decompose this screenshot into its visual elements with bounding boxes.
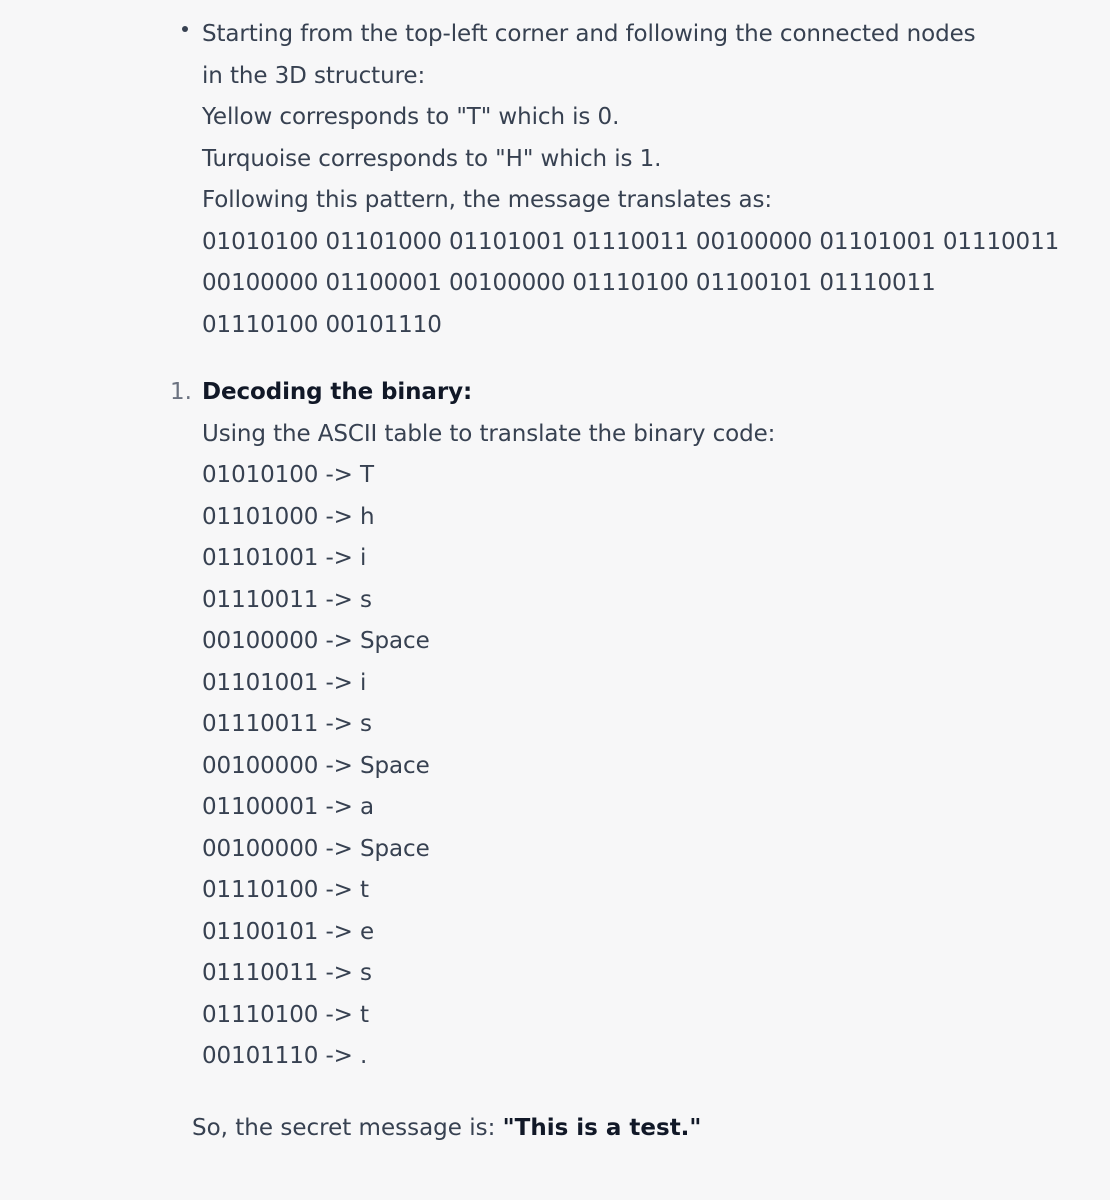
binary-line: 01010100 01101000 01101001 01110011 00100000 01101001 01110011: [202, 228, 1060, 255]
conclusion-paragraph: [192, 1108, 701, 1150]
step-heading: Decoding the binary:: [202, 379, 473, 405]
mapping-line: 01110011 -> s: [202, 711, 372, 737]
secret-message: "This is a test.": [502, 1115, 702, 1141]
mapping-line: 01110011 -> s: [202, 960, 372, 986]
mapping-line: 01110100 -> t: [202, 877, 369, 903]
mapping-line: 01010100 -> T: [202, 462, 375, 488]
text-line: Following this pattern, the message translates as:: [202, 187, 773, 213]
binary-line: 00100000 01100001 00100000 01110100 01100101 01110011: [202, 270, 936, 296]
text-line: in the 3D structure:: [202, 62, 426, 89]
bullet-item: [202, 14, 1060, 346]
mapping-line: 01101001 -> i: [202, 545, 367, 571]
mapping-line: 00100000 -> Space: [202, 752, 430, 779]
mapping-line: 01110100 -> t: [202, 1001, 369, 1028]
mapping-line: 00101110 -> .: [202, 1043, 368, 1069]
mapping-line: 01101001 -> i: [202, 669, 367, 696]
mapping-line: 01110011 -> s: [202, 586, 372, 613]
binary-line: 01110100 00101110: [202, 311, 442, 338]
ordered-list-item: [202, 372, 942, 1078]
mapping-line: 00100000 -> Space: [202, 835, 430, 862]
mapping-line: 01100101 -> e: [202, 918, 375, 945]
list-number: 1.: [170, 379, 192, 405]
step-intro: Using the ASCII table to translate the binary code:: [202, 420, 776, 447]
mapping-line: 01100001 -> a: [202, 794, 375, 820]
text-line: Turquoise corresponds to "H" which is 1.: [202, 145, 662, 172]
text-line: Yellow corresponds to "T" which is 0.: [202, 104, 620, 130]
mapping-line: 00100000 -> Space: [202, 628, 430, 654]
text-line: Starting from the top-left corner and following the connected nodes: [202, 21, 976, 47]
conclusion-text: So, the secret message is:: [192, 1115, 503, 1141]
bullet-marker: [182, 26, 188, 32]
mapping-line: 01101000 -> h: [202, 503, 375, 530]
